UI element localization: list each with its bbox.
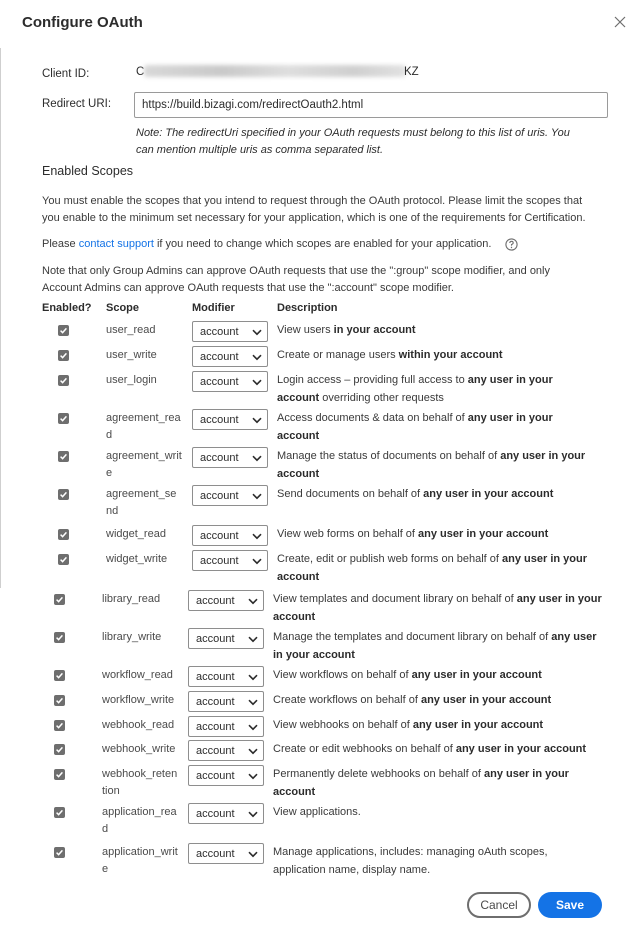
scope-description: [277, 486, 587, 504]
scope-description: [273, 692, 603, 710]
description-text: Manage the templates and document library on behalf of: [273, 631, 552, 643]
scope-description: [273, 766, 603, 801]
checkmark-icon: [55, 848, 64, 857]
chevron-down-icon: [248, 636, 258, 643]
checkmark-icon: [55, 633, 64, 642]
modifier-select[interactable]: [192, 447, 268, 468]
scope-description: [273, 844, 603, 879]
description-emphasis: any user in your account: [273, 593, 602, 623]
description-text: View workflows on behalf of: [273, 669, 412, 681]
modifier-value: account: [196, 696, 235, 708]
scope-name: user_write: [106, 349, 157, 361]
scope-enabled-checkbox[interactable]: [58, 325, 69, 336]
modifier-select[interactable]: [188, 590, 264, 611]
scope-name: webhook_read: [102, 719, 175, 731]
modifier-select[interactable]: [188, 716, 264, 737]
chevron-down-icon: [248, 699, 258, 706]
scope-description: [277, 372, 587, 407]
modifier-value: account: [200, 490, 239, 502]
scope-enabled-checkbox[interactable]: [58, 554, 69, 565]
close-icon[interactable]: [612, 14, 628, 30]
description-emphasis: any user in your account: [273, 631, 597, 661]
scope-name: workflow_read: [102, 669, 173, 681]
header-description: Description: [277, 302, 338, 314]
help-icon[interactable]: [505, 238, 518, 251]
checkmark-icon: [59, 414, 68, 423]
description-text: Permanently delete webhooks on behalf of: [273, 768, 484, 780]
modifier-value: account: [200, 326, 239, 338]
scope-enabled-checkbox[interactable]: [54, 594, 65, 605]
chevron-down-icon: [248, 748, 258, 755]
checkmark-icon: [55, 721, 64, 730]
modifier-value: account: [200, 452, 239, 464]
description-text: Create or edit webhooks on behalf of: [273, 743, 456, 755]
scope-name: library_read: [102, 593, 161, 605]
dialog-left-border: [0, 48, 1, 588]
scope-enabled-checkbox[interactable]: [58, 529, 69, 540]
description-text: View users: [277, 324, 334, 336]
scope-enabled-checkbox[interactable]: [58, 350, 69, 361]
client-id-redacted: [144, 65, 406, 77]
checkmark-icon: [55, 745, 64, 754]
scopes-intro: You must enable the scopes that you intend to request through the OAuth protocol. Please limit the scopes that you enable to the minimum set necessary for your application, which is one of the requirements for Certification.: [42, 195, 586, 224]
modifier-select[interactable]: [188, 666, 264, 687]
checkmark-icon: [55, 696, 64, 705]
scope-enabled-checkbox[interactable]: [54, 769, 65, 780]
chevron-down-icon: [248, 674, 258, 681]
scope-description: [273, 717, 603, 735]
checkmark-icon: [59, 490, 68, 499]
chevron-down-icon: [252, 533, 262, 540]
redirect-uri-label: Redirect URI:: [42, 98, 112, 110]
scope-description: [277, 551, 587, 586]
checkmark-icon: [59, 530, 68, 539]
save-button[interactable]: Save: [538, 892, 602, 918]
scope-description: [277, 347, 587, 365]
scope-name: application_write: [102, 846, 178, 875]
scope-name: widget_write: [106, 553, 168, 565]
description-emphasis: any user in your account: [420, 694, 552, 706]
modifier-value: account: [200, 530, 239, 542]
scope-description: [277, 410, 587, 445]
scope-enabled-checkbox[interactable]: [54, 720, 65, 731]
checkmark-icon: [59, 351, 68, 360]
modifier-value: account: [196, 808, 235, 820]
modifier-select[interactable]: [188, 843, 264, 864]
description-text: View templates and document library on behalf of: [273, 593, 517, 605]
checkmark-icon: [59, 326, 68, 335]
scope-name: workflow_write: [102, 694, 175, 706]
checkmark-icon: [55, 770, 64, 779]
modifier-note: Note that only Group Admins can approve OAuth requests that use the ":group" scope modifier, and only Account Admins can approve OAuth requests that use the ":account" scope modifier.: [42, 265, 550, 294]
client-id-suffix: KZ: [404, 66, 419, 78]
scope-name: library_write: [102, 631, 162, 643]
description-emphasis: any user in your account: [277, 450, 586, 480]
description-text: Create workflows on behalf of: [273, 694, 421, 706]
description-text: Access documents & data on behalf of: [277, 412, 468, 424]
modifier-select[interactable]: [192, 409, 268, 430]
modifier-value: account: [200, 351, 239, 363]
redirect-uri-note: Note: The redirectUri specified in your OAuth requests must belong to this list of uris. You can mention multiple uris as comma separated list.: [136, 127, 570, 156]
checkmark-icon: [59, 376, 68, 385]
description-text: Manage applications, includes: managing oAuth scopes, application name, display name.: [273, 846, 548, 876]
scope-enabled-checkbox[interactable]: [58, 413, 69, 424]
chevron-down-icon: [248, 724, 258, 731]
scope-description: [273, 741, 603, 759]
description-emphasis: any user in your account: [455, 743, 587, 755]
modifier-value: account: [196, 595, 235, 607]
description-text: Login access – providing full access to: [277, 374, 468, 386]
enabled-scopes-title: Enabled Scopes: [42, 164, 134, 178]
scope-enabled-checkbox[interactable]: [54, 670, 65, 681]
description-emphasis: any user in your account: [277, 412, 553, 442]
description-text: Manage the status of documents on behalf of: [277, 450, 501, 462]
chevron-down-icon: [248, 851, 258, 858]
modifier-select[interactable]: [188, 628, 264, 649]
scope-description: [277, 526, 587, 544]
support-before: Please: [42, 238, 79, 250]
chevron-down-icon: [252, 329, 262, 336]
modifier-value: account: [200, 555, 239, 567]
header-modifier: Modifier: [192, 302, 235, 314]
scope-enabled-checkbox[interactable]: [54, 807, 65, 818]
scope-enabled-checkbox[interactable]: [54, 744, 65, 755]
description-emphasis: any user in your account: [412, 719, 544, 731]
scope-enabled-checkbox[interactable]: [54, 847, 65, 858]
modifier-select[interactable]: [192, 371, 268, 392]
support-text: [42, 236, 592, 253]
description-text: View web forms on behalf of: [277, 528, 419, 540]
modifier-value: account: [196, 745, 235, 757]
redirect-uri-input[interactable]: [134, 92, 608, 118]
modifier-select[interactable]: [192, 321, 268, 342]
modifier-select[interactable]: [188, 691, 264, 712]
scope-name: agreement_write: [106, 450, 182, 479]
description-emphasis: any user in your account: [273, 768, 569, 798]
modifier-value: account: [196, 721, 235, 733]
scope-name: webhook_retention: [102, 768, 178, 797]
scope-name: agreement_send: [106, 488, 177, 517]
contact-support-link[interactable]: contact support: [78, 238, 154, 250]
scope-enabled-checkbox[interactable]: [58, 489, 69, 500]
description-emphasis: any user in your account: [277, 553, 587, 583]
modifier-value: account: [196, 770, 235, 782]
scope-description: [273, 629, 603, 664]
modifier-value: account: [196, 671, 235, 683]
description-tail: overriding other requests: [319, 391, 444, 404]
modifier-value: account: [200, 376, 239, 388]
modifier-select[interactable]: [188, 740, 264, 761]
description-emphasis: within your account: [398, 349, 503, 361]
description-emphasis: any user in your account: [418, 528, 549, 540]
description-text: View webhooks on behalf of: [273, 719, 413, 731]
checkmark-icon: [55, 808, 64, 817]
scope-name: user_read: [106, 324, 156, 336]
modifier-select[interactable]: [192, 346, 268, 367]
cancel-button[interactable]: Cancel: [467, 892, 531, 918]
modifier-select[interactable]: [192, 525, 268, 546]
scope-name: widget_read: [106, 528, 166, 540]
chevron-down-icon: [248, 811, 258, 818]
client-id-prefix: C: [136, 66, 145, 78]
scope-enabled-checkbox[interactable]: [54, 695, 65, 706]
scope-description: [277, 448, 587, 483]
support-after: if you need to change which scopes are enabled for your application.: [153, 238, 492, 250]
scope-enabled-checkbox[interactable]: [58, 451, 69, 462]
modifier-value: account: [196, 633, 235, 645]
checkmark-icon: [59, 555, 68, 564]
description-emphasis: any user in your account: [277, 374, 553, 404]
modifier-select[interactable]: [188, 803, 264, 824]
description-text: Send documents on behalf of: [277, 488, 424, 500]
header-enabled: Enabled?: [42, 302, 92, 314]
scope-enabled-checkbox[interactable]: [58, 375, 69, 386]
scope-description: [273, 804, 603, 822]
modifier-select[interactable]: [192, 485, 268, 506]
chevron-down-icon: [252, 558, 262, 565]
modifier-select[interactable]: [188, 765, 264, 786]
chevron-down-icon: [252, 417, 262, 424]
scope-description: [273, 667, 603, 685]
client-id-label: Client ID:: [42, 68, 90, 80]
modifier-select[interactable]: [192, 550, 268, 571]
description-text: View applications.: [273, 806, 361, 818]
chevron-down-icon: [252, 455, 262, 462]
description-emphasis: any user in your account: [411, 669, 542, 681]
checkmark-icon: [59, 452, 68, 461]
modifier-value: account: [200, 414, 239, 426]
scope-name: application_read: [102, 806, 177, 835]
scope-name: webhook_write: [102, 743, 176, 755]
description-emphasis: in your account: [333, 324, 416, 336]
chevron-down-icon: [252, 354, 262, 361]
header-scope: Scope: [106, 302, 140, 314]
chevron-down-icon: [252, 493, 262, 500]
chevron-down-icon: [248, 598, 258, 605]
scope-name: user_login: [106, 374, 157, 386]
chevron-down-icon: [252, 379, 262, 386]
scope-enabled-checkbox[interactable]: [54, 632, 65, 643]
checkmark-icon: [55, 595, 64, 604]
scope-description: [273, 591, 603, 626]
description-text: Create or manage users: [277, 349, 399, 361]
dialog-title: Configure OAuth: [22, 14, 143, 31]
checkmark-icon: [55, 671, 64, 680]
description-emphasis: any user in your account: [423, 488, 554, 500]
modifier-value: account: [196, 848, 235, 860]
description-text: Create, edit or publish web forms on behalf of: [277, 553, 503, 565]
scope-name: agreement_read: [106, 412, 181, 441]
chevron-down-icon: [248, 773, 258, 780]
scope-description: [277, 322, 587, 340]
